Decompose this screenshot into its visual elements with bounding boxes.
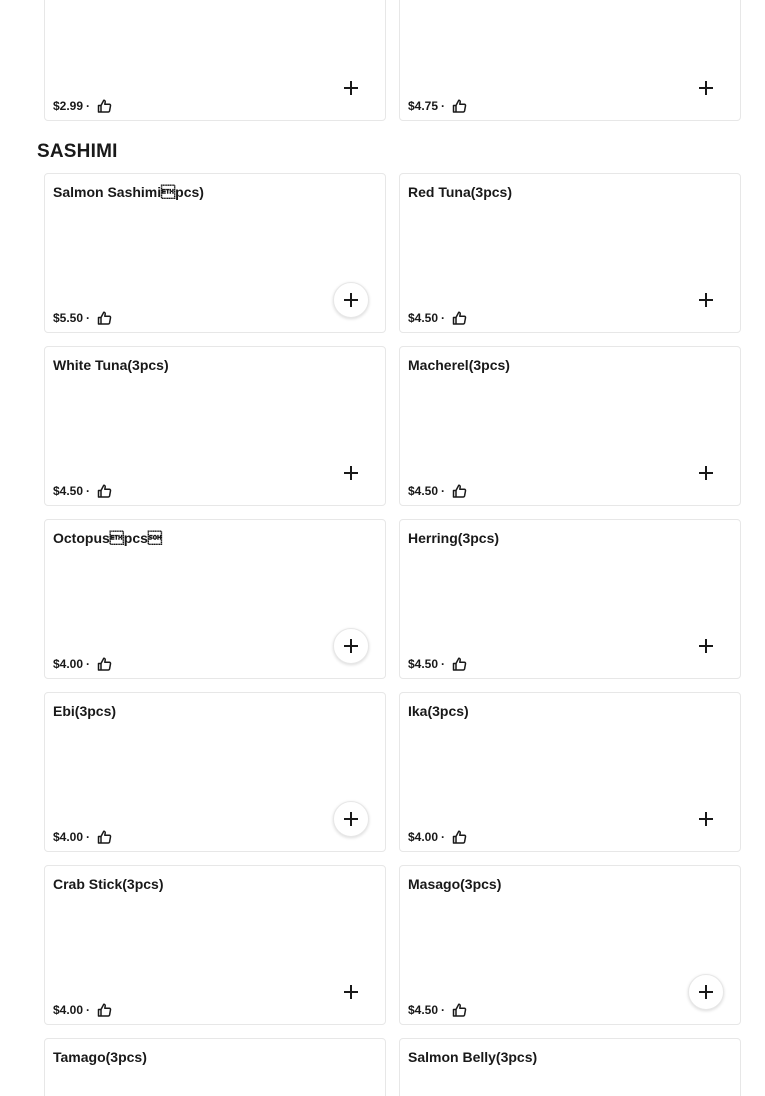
item-name: White Tuna(3pcs) bbox=[53, 357, 169, 373]
thumbs-up-icon[interactable] bbox=[97, 830, 112, 844]
menu-item-card[interactable] bbox=[399, 346, 741, 506]
plus-icon bbox=[698, 80, 714, 96]
item-price: $4.00 bbox=[53, 1003, 84, 1017]
price-separator: · bbox=[86, 830, 91, 844]
item-price: $5.50 bbox=[53, 311, 84, 325]
menu-item-card[interactable] bbox=[399, 692, 741, 852]
price-row bbox=[408, 99, 467, 113]
menu-item-card[interactable] bbox=[399, 1038, 741, 1096]
price-row bbox=[53, 311, 112, 325]
item-price: $4.00 bbox=[408, 830, 439, 844]
thumbs-up-icon[interactable] bbox=[97, 1003, 112, 1017]
add-item-button[interactable] bbox=[688, 974, 724, 1010]
add-item-button[interactable] bbox=[333, 801, 369, 837]
add-item-button[interactable] bbox=[688, 282, 724, 318]
price-row bbox=[53, 1003, 112, 1017]
menu-item-card[interactable] bbox=[399, 173, 741, 333]
menu-item-card[interactable] bbox=[399, 519, 741, 679]
price-row bbox=[408, 657, 467, 671]
menu-item-card[interactable] bbox=[44, 1038, 386, 1096]
price-separator: · bbox=[441, 1003, 446, 1017]
item-name: Crab Stick(3pcs) bbox=[53, 876, 164, 892]
add-item-button[interactable] bbox=[333, 70, 369, 106]
add-item-button[interactable] bbox=[688, 628, 724, 664]
price-separator: · bbox=[86, 484, 91, 498]
plus-icon bbox=[343, 638, 359, 654]
price-separator: · bbox=[441, 484, 446, 498]
menu-item-card[interactable] bbox=[44, 346, 386, 506]
thumbs-up-icon[interactable] bbox=[452, 99, 467, 113]
menu-item-card[interactable] bbox=[44, 865, 386, 1025]
menu-item-card[interactable] bbox=[44, 0, 386, 121]
plus-icon bbox=[698, 984, 714, 1000]
item-price: $4.50 bbox=[408, 1003, 439, 1017]
menu-item-card[interactable] bbox=[44, 692, 386, 852]
item-price: $4.50 bbox=[408, 484, 439, 498]
price-separator: · bbox=[441, 99, 446, 113]
thumbs-up-icon[interactable] bbox=[97, 657, 112, 671]
price-separator: · bbox=[86, 1003, 91, 1017]
menu-item-card[interactable] bbox=[44, 519, 386, 679]
thumbs-up-icon[interactable] bbox=[452, 657, 467, 671]
price-row bbox=[408, 484, 467, 498]
price-separator: · bbox=[86, 657, 91, 671]
section-title: SASHIMI bbox=[37, 141, 118, 162]
menu-item-card[interactable] bbox=[44, 173, 386, 333]
price-row bbox=[53, 99, 112, 113]
item-name: Octopuspcs bbox=[53, 530, 162, 546]
add-item-button[interactable] bbox=[688, 455, 724, 491]
item-price: $4.00 bbox=[53, 657, 84, 671]
price-separator: · bbox=[441, 311, 446, 325]
plus-icon bbox=[343, 984, 359, 1000]
price-separator: · bbox=[441, 830, 446, 844]
item-price: $4.50 bbox=[408, 657, 439, 671]
add-item-button[interactable] bbox=[333, 974, 369, 1010]
price-separator: · bbox=[86, 99, 91, 113]
item-price: $4.00 bbox=[53, 830, 84, 844]
menu-item-card[interactable] bbox=[399, 0, 741, 121]
item-name: Masago(3pcs) bbox=[408, 876, 502, 892]
plus-icon bbox=[343, 811, 359, 827]
item-price: $2.99 bbox=[53, 99, 84, 113]
item-price: $4.50 bbox=[408, 311, 439, 325]
price-separator: · bbox=[86, 311, 91, 325]
item-name: Salmon Sashimipcs) bbox=[53, 184, 204, 200]
thumbs-up-icon[interactable] bbox=[452, 311, 467, 325]
plus-icon bbox=[343, 465, 359, 481]
item-name: Red Tuna(3pcs) bbox=[408, 184, 512, 200]
thumbs-up-icon[interactable] bbox=[452, 1003, 467, 1017]
price-row bbox=[408, 311, 467, 325]
thumbs-up-icon[interactable] bbox=[97, 311, 112, 325]
plus-icon bbox=[343, 80, 359, 96]
menu-item-card[interactable] bbox=[399, 865, 741, 1025]
price-row bbox=[53, 830, 112, 844]
plus-icon bbox=[698, 465, 714, 481]
thumbs-up-icon[interactable] bbox=[452, 830, 467, 844]
thumbs-up-icon[interactable] bbox=[452, 484, 467, 498]
price-row bbox=[408, 1003, 467, 1017]
item-name: Herring(3pcs) bbox=[408, 530, 500, 546]
item-price: $4.75 bbox=[408, 99, 439, 113]
plus-icon bbox=[698, 811, 714, 827]
item-price: $4.50 bbox=[53, 484, 84, 498]
price-row bbox=[408, 830, 467, 844]
item-name: Ebi(3pcs) bbox=[53, 703, 117, 719]
thumbs-up-icon[interactable] bbox=[97, 484, 112, 498]
plus-icon bbox=[698, 638, 714, 654]
price-row bbox=[53, 484, 112, 498]
item-name: Ika(3pcs) bbox=[408, 703, 469, 719]
add-item-button[interactable] bbox=[333, 628, 369, 664]
price-row bbox=[53, 657, 112, 671]
add-item-button[interactable] bbox=[333, 282, 369, 318]
plus-icon bbox=[698, 292, 714, 308]
add-item-button[interactable] bbox=[688, 70, 724, 106]
item-name: Macherel(3pcs) bbox=[408, 357, 510, 373]
item-name: Salmon Belly(3pcs) bbox=[408, 1049, 538, 1065]
add-item-button[interactable] bbox=[333, 455, 369, 491]
price-separator: · bbox=[441, 657, 446, 671]
add-item-button[interactable] bbox=[688, 801, 724, 837]
thumbs-up-icon[interactable] bbox=[97, 99, 112, 113]
plus-icon bbox=[343, 292, 359, 308]
item-name: Tamago(3pcs) bbox=[53, 1049, 147, 1065]
